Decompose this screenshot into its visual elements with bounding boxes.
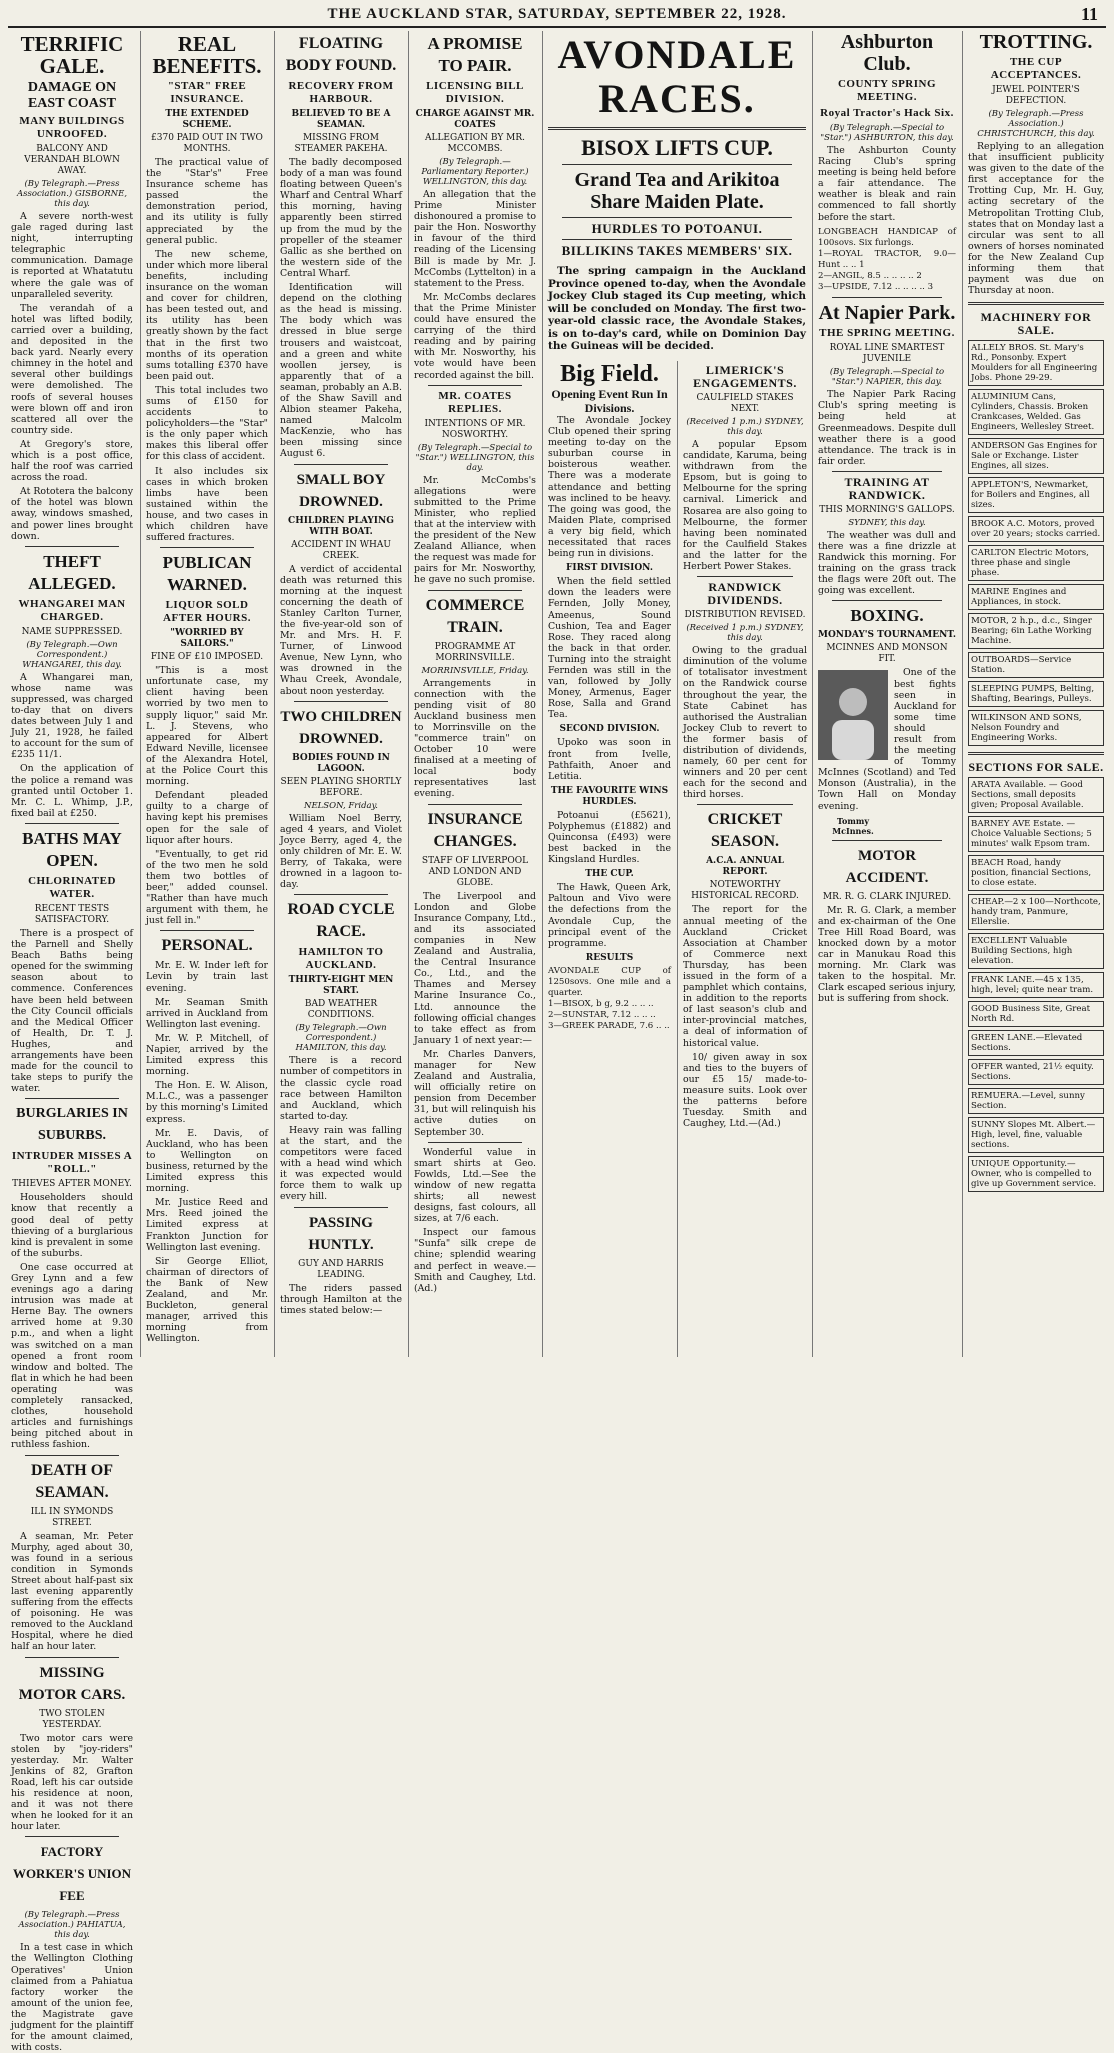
subhead-aca-report: A.C.A. ANNUAL REPORT. — [706, 856, 784, 878]
article-body — [146, 960, 268, 1344]
article-body — [818, 905, 956, 1005]
boxer-portrait-icon — [818, 670, 888, 760]
paragraph: An allegation that the Prime Minister dishonoured a promise to pair the Hon. Nosworthy in favour of the third reading of the Licensing Bill is made by Mr. J. McCombs (Lyttelton) in a statement to the Press. — [414, 189, 536, 289]
paragraph: Heavy rain was falling at the start, and the competitors were faced with a head wind which it was expected would force them to walk up every hill. — [280, 1124, 402, 1203]
result-line: 3—UPSIDE, 7.12 .. .. .. .. 3 — [818, 282, 934, 293]
byline: (By Telegraph.—Own Correspondent.) HAMILTON, this day. — [295, 1023, 387, 1054]
subhead-billikins: BILLIKINS TAKES MEMBERS' SIX. — [561, 243, 793, 258]
divider — [968, 752, 1104, 755]
classified-ad: FRANK LANE.—45 x 135, high, level; quite near tram. — [968, 972, 1104, 998]
subhead-distribution: DISTRIBUTION REVISED. — [684, 610, 806, 621]
subhead-grand-tea: Grand Tea and Arikitoa Share Maiden Plate. — [574, 169, 780, 213]
subhead-star-insurance: "STAR" FREE INSURANCE. — [167, 80, 247, 105]
section-ads-list — [968, 777, 1104, 1192]
paragraph: The Hawk, Queen Ark, Paltoun and Vivo were the defections from the Avondale Cup, the principal event of the programme. — [548, 882, 671, 949]
article-body — [548, 737, 671, 781]
paragraph: "This is a most unfortunate case, my client having been worried by two men to supply liquor," said Mr. L. J. Stevens, who appeared for Albert Edward Neville, licensee of the Alexandra Hotel, at the Police Court this morning. — [146, 665, 268, 788]
article-body — [548, 415, 671, 559]
article-body — [280, 1055, 402, 1202]
column-2 — [140, 31, 273, 1357]
column-8 — [962, 31, 1109, 1357]
classified-ad: UNIQUE Opportunity.—Owner, who is compelled to give up Government service. — [968, 1156, 1104, 1192]
lead-paragraph — [548, 265, 806, 353]
paragraph: A Whangarei man, whose name was suppressed, was charged to-day that on divers dates between July 1 and July 21, 1928, he failed to account for the sum of £235 11/1. — [11, 671, 133, 761]
subhead-fine-imposed: FINE OF £10 IMPOSED. — [150, 652, 264, 663]
result-line: 1—ROYAL TRACTOR, 9.0—Hunt .. .. 1 — [818, 248, 956, 270]
headline-trotting: TROTTING. — [979, 31, 1093, 53]
subhead-missing-pakeha: MISSING FROM STEAMER PAKEHA. — [294, 133, 388, 154]
subhead-children-playing: CHILDREN PLAYING WITH BOAT. — [288, 515, 394, 537]
divider — [294, 464, 388, 465]
column-4 — [408, 31, 541, 1357]
paragraph: Mr. Charles Danvers, manager for New Zealand and Australia, will officially retire on pension from December 31, but will relinquish his active duties on September 30. — [414, 1048, 536, 1138]
paragraph: The Liverpool and London and Globe Insurance Company, Ltd., and its associated companies in New Zealand and Australia, the Central Insurance Co., Ltd., and the Thames and Mersey Marine Insurance Co., Ltd. announce the following official changes to take effect as from January 1 of next year:— — [414, 890, 536, 1046]
subhead-bodies-lagoon: BODIES FOUND IN LAGOON. — [292, 752, 390, 774]
column-5 — [543, 361, 676, 1357]
subhead-liverpool-london: STAFF OF LIVERPOOL AND LONDON AND GLOBE. — [421, 855, 529, 888]
result-line: 3—GREEK PARADE, 7.6 .. .. — [548, 1021, 670, 1032]
subhead-charge-coates: CHARGE AGAINST MR. COATES — [415, 109, 535, 130]
subhead-county-spring: COUNTY SPRING MEETING. — [837, 78, 937, 103]
results-list — [818, 227, 956, 294]
classified-ad: ARATA Available. — Good Sections, small deposits given; Proposal Available. — [968, 777, 1104, 813]
paragraph: One of the best fights seen in Auckland for some time should result from the meeting of Tommy McInnes (Scotland) and Ted Monson (Australia), in the Town Hall on Monday evening. — [818, 667, 956, 812]
subhead-first-division: FIRST DIVISION. — [566, 563, 653, 574]
masthead — [8, 4, 1106, 28]
article-body — [548, 810, 671, 865]
divider — [25, 1836, 119, 1837]
headline-cricket-season: CRICKET SEASON. — [707, 811, 783, 851]
subhead-spring-meeting: THE SPRING MEETING. — [819, 327, 955, 340]
subhead-symonds-street: ILL IN SYMONDS STREET. — [30, 1506, 114, 1528]
article-body — [11, 1531, 133, 1653]
paragraph: There is a record number of competitors in the classic cycle road race between Hamilton and Auckland, which started to-day. — [280, 1055, 402, 1122]
result-line: LONGBEACH HANDICAP of 100sovs. Six furlongs. — [818, 226, 956, 248]
headline-two-children-drowned: TWO CHILDREN DROWNED. — [280, 708, 402, 747]
headline-small-boy-drowned: SMALL BOY DROWNED. — [296, 471, 386, 510]
article-body — [548, 882, 671, 949]
machinery-ads-list — [968, 340, 1104, 746]
headline-ashburton-club: Ashburton Club. — [840, 31, 934, 75]
byline: (By Telegraph.—Own Correspondent.) WHANGAREI, this day. — [22, 639, 122, 670]
subhead-favourite-hurdles: THE FAVOURITE WINS HURDLES. — [550, 785, 669, 807]
subhead-historical-record: NOTEWORTHY HISTORICAL RECORD. — [691, 880, 799, 902]
article-body — [414, 891, 536, 1138]
subhead-chlorinated-water: CHLORINATED WATER. — [28, 874, 116, 900]
divider — [832, 600, 942, 601]
subhead-licensing-bill: LICENSING BILL DIVISION. — [426, 80, 524, 105]
paragraph: Arrangements in connection with the pending visit of 80 Auckland business men to Morrinsville on the "commerce train" on October 10 were finalised at a meeting of local body representatives last evening. — [414, 677, 536, 800]
subhead-damage-east-coast: DAMAGE ON EAST COAST — [27, 80, 117, 111]
article-body — [414, 475, 536, 586]
paragraph: On the application of the police a remand was granted until October 1. Mr. C. L. Whimp, J.P., fixed bail at £250. — [11, 763, 133, 819]
divider — [294, 894, 388, 895]
paragraph: Owing to the gradual diminution of the volume of totalisator investment on the Randwick course throughout the year, the State Cabinet has authorised the Australian Jockey Club to revert to the former basis of distribution of dividends, namely, 60 per cent for winners and 20 per cent each for the second and third horses. — [683, 645, 807, 801]
masthead-title: THE AUCKLAND STAR, SATURDAY, SEPTEMBER 22, 1928. — [327, 6, 787, 22]
headline-big-field: Big Field. — [560, 361, 659, 387]
byline: MORRINSVILLE, Friday. — [421, 665, 529, 676]
subhead-liquor-sold: LIQUOR SOLD AFTER HOURS. — [163, 599, 251, 625]
classified-ad: MOTOR, 2 h.p., d.c., Singer Bearing; 6in Lathe Working Machine. — [968, 613, 1104, 649]
headline-napier-park: At Napier Park. — [818, 302, 956, 325]
article-body — [280, 157, 402, 460]
racing-section — [542, 31, 811, 1357]
headline-randwick-dividends: RANDWICK DIVIDENDS. — [707, 580, 783, 608]
paragraph: Inspect our famous "Sunfa" silk crepe de chine; splendid wearing and perfect in weave.—Smith and Caughey, Ltd. (Ad.) — [414, 1227, 536, 1294]
divider — [428, 590, 522, 591]
headline-avondale-races: AVONDALE RACES. — [557, 32, 797, 121]
headline-promise-to-pair: A PROMISE TO PAIR. — [427, 34, 523, 75]
subhead-worried-by-sailors: "WORRIED BY SAILORS." — [170, 628, 244, 650]
divider — [428, 804, 522, 805]
subhead-mcinnes-monson: MCINNES AND MONSON FIT. — [826, 643, 948, 665]
divider — [548, 127, 806, 130]
byline: (By Telegraph.—Special to "Star.") ASHBURTON, this day. — [820, 123, 954, 143]
divider — [562, 239, 792, 240]
classified-ad: BROOK A.C. Motors, proved over 20 years; stocks carried. — [968, 516, 1104, 542]
result-line: 2—ANGIL, 8.5 .. .. .. .. 2 — [818, 271, 922, 282]
paragraph: Householders should know that recently a good deal of petty thieving of a burglarious kind is prevalent in some of the suburbs. — [11, 1192, 133, 1259]
article-body — [11, 1942, 133, 2053]
headline-commerce-train: COMMERCE TRAIN. — [425, 596, 525, 636]
classified-ad: CARLTON Electric Motors, three phase and single phase. — [968, 545, 1104, 581]
article-body — [280, 564, 402, 697]
page-number: 11 — [1080, 4, 1098, 24]
classified-ad: SLEEPING PUMPS, Belting, Shafting, Bearings, Pulleys. — [968, 681, 1104, 707]
paragraph: The weather was dull and there was a fine drizzle at Randwick this morning. For training on the grass track the flags were 20ft out. The going was excellent. — [818, 529, 956, 597]
article-body — [548, 576, 671, 720]
article-body — [11, 211, 133, 542]
headline-motor-accident: MOTOR ACCIDENT. — [845, 847, 929, 886]
headline-personal: PERSONAL. — [161, 937, 253, 955]
classified-ad: REMUERA.—Level, sunny Section. — [968, 1088, 1104, 1114]
subhead-cup-acceptances: THE CUP ACCEPTANCES. — [990, 56, 1082, 81]
divider — [428, 385, 522, 386]
subhead-whau-creek: ACCIDENT IN WHAU CREEK. — [291, 539, 391, 561]
article-body — [414, 189, 536, 381]
article-body — [11, 1192, 133, 1450]
byline: (By Telegraph.—Press Association.) PAHIATUA, this day. — [18, 1910, 126, 1941]
subhead-extended-scheme: THE EXTENDED SCHEME. — [165, 109, 249, 130]
subhead-bisox-lifts-cup: BISOX LIFTS CUP. — [581, 135, 773, 160]
article-body — [683, 904, 807, 1129]
subhead-allegation: ALLEGATION BY MR. MCCOMBS. — [424, 133, 525, 154]
divider — [294, 701, 388, 702]
subhead-clark-injured: MR. R. G. CLARK INJURED. — [822, 891, 952, 902]
divider — [25, 1098, 119, 1099]
subhead-caulfield: CAULFIELD STAKES NEXT. — [696, 393, 794, 414]
divider — [25, 1657, 119, 1658]
classified-ad: GREEN LANE.—Elevated Sections. — [968, 1030, 1104, 1056]
headline-limerick: LIMERICK'S ENGAGEMENTS. — [693, 363, 797, 390]
paragraph: A popular Epsom candidate, Karuma, being withdrawn from the Epsom, but is going to Melbourne for the spring carnival. Limerick and Rosarea are also going to Melbourne, the former having been nominated for the Caulfield Stakes and the latter for the Herbert Power Stakes. — [683, 439, 807, 573]
headline-passing-huntly: PASSING HUNTLY. — [308, 1214, 374, 1253]
classified-ad: OUTBOARDS—Service Station. — [968, 652, 1104, 678]
classified-ad: GOOD Business Site, Great North Rd. — [968, 1001, 1104, 1027]
subhead-hurdles-potoanui: HURDLES TO POTOANUI. — [591, 221, 763, 236]
heading-machinery-for-sale: MACHINERY FOR SALE. — [980, 310, 1092, 338]
article-body — [11, 1733, 133, 1833]
headline-road-cycle-race: ROAD CYCLE RACE. — [287, 901, 395, 941]
photo-caption: Tommy McInnes. — [832, 815, 874, 836]
heading-sections-for-sale: SECTIONS FOR SALE. — [968, 760, 1104, 775]
paragraph: This total includes two sums of £150 for accidents to policyholders—the "Star" is the only paper which makes this liberal offer for this class of accident. — [146, 384, 268, 463]
subhead-results: RESULTS — [585, 952, 634, 963]
divider — [697, 804, 793, 805]
classified-ad: WILKINSON AND SONS, Nelson Foundry and Engineering Works. — [968, 710, 1104, 746]
headline-floating-body: FLOATING BODY FOUND. — [285, 35, 397, 74]
divider — [160, 930, 254, 931]
paragraph: Mr. E. Davis, of Auckland, who has been to Wellington on business, returned by the Limited express this morning. — [146, 1127, 268, 1195]
paragraph: The Avondale Jockey Club opened their spring meeting to-day on the suburban course in boisterous weather. There was a moderate attendance and betting was inclined to be heavy. The going was good, the Maiden Plate, comprised a very big field, which necessitated that races being run in divisions. — [548, 415, 671, 560]
paragraph: Defendant pleaded guilty to a charge of having kept his premises open for the sale of liquor after hours. — [146, 790, 268, 846]
paragraph: The practical value of the "Star's" Free Insurance scheme has passed the demonstration period, and its utility is fully appreciated by the general public. — [146, 157, 268, 246]
paragraph: The Napier Park Racing Club's spring meeting is being held at Greenmeadows. Despite dull weather there is a good attendance. The track is in fair order. — [818, 389, 956, 467]
headline-death-of-seaman: DEATH OF SEAMAN. — [31, 1461, 113, 1501]
subhead-jewel-pointer: JEWEL POINTER'S DEFECTION. — [992, 85, 1080, 106]
headline-real-benefits: REAL BENEFITS. — [152, 32, 262, 78]
classified-ad: BARNEY AVE Estate. — Choice Valuable Sections; 5 minutes' walk Epsom tram. — [968, 816, 1104, 852]
classified-ad: CHEAP.—2 x 100—Northcote, handy tram, Panmure, Ellerslie. — [968, 894, 1104, 930]
subhead-whangarei: WHANGAREI MAN CHARGED. — [18, 597, 126, 623]
divider — [294, 1207, 388, 1208]
headline-baths-may-open: BATHS MAY OPEN. — [22, 828, 122, 870]
subhead-believed-seaman: BELIEVED TO BE A SEAMAN. — [291, 109, 391, 130]
article-body — [11, 928, 133, 1094]
subhead-second-division: SECOND DIVISION. — [559, 724, 660, 735]
byline: NELSON, Friday. — [304, 800, 378, 811]
subhead-intruder: INTRUDER MISSES A "ROLL." — [11, 1150, 133, 1176]
subhead-recent-tests: RECENT TESTS SATISFACTORY. — [34, 903, 110, 925]
paragraph: In a test case in which the Wellington Clothing Operatives' Union claimed from a Pahiatua factory worker the amount of the union fee, the Magistrate gave judgment for the plaintiff for the amount claimed, with costs. — [11, 1942, 133, 2053]
paragraph: Replying to an allegation that insufficient publicity was given to the date of the first acceptance for the Trotting Cup, Mr. H. Guy, acting secretary of the Metropolitan Trotting Club, states that on Monday last a circular was sent to all owners of horses nominated for the New Zealand Cup informing them that payment was due on Thursday at noon. — [968, 141, 1104, 297]
headline-burglaries: BURGLARIES IN SUBURBS. — [16, 1106, 128, 1144]
article-body — [683, 439, 807, 572]
classified-ad: BEACH Road, handy position, financial Sections, to close estate. — [968, 855, 1104, 891]
byline: (By Telegraph.—Special to "Star.") WELLINGTON, this day. — [415, 442, 535, 473]
byline: (By Telegraph.—Press Association.) GISBORNE, this day. — [16, 179, 128, 209]
paragraph: Mr. W. P. Mitchell, of Napier, arrived by the Limited express this morning. — [146, 1032, 268, 1078]
article-body — [146, 157, 268, 543]
article-body — [968, 141, 1104, 296]
divider — [25, 1455, 119, 1456]
byline: (By Telegraph.—Special to "Star.") NAPIER, this day. — [829, 367, 945, 388]
divider — [968, 302, 1104, 305]
divider — [562, 164, 792, 165]
paragraph: The report for the annual meeting of the Auckland Cricket Association at Chamber of Commerce next Thursday, has been issued in the form of a pamphlet which contains, in addition to the reports of last season's club and inter-provincial matches, a deal of information of historical value. — [683, 904, 807, 1049]
classified-ad: MARINE Engines and Appliances, in stock. — [968, 584, 1104, 610]
result-line: 1—BISOX, b g, 9.2 .. .. .. — [548, 999, 654, 1010]
paragraph: A severe north-west gale raged during last night, interrupting telegraphic communication. Damage is reported at Whatatutu where the gale was of unparalleled severity. — [11, 211, 133, 300]
paragraph: 10/ given away in sox and ties to the buyers of our £5 15/ made-to-measure suits. Look over the patterns before Tuesday. Smith and Caughey, Ltd.—(Ad.) — [683, 1051, 807, 1130]
result-line: 2—SUNSTAR, 7.12 .. .. .. — [548, 1010, 656, 1021]
classified-ad: OFFER wanted, 21½ equity. Sections. — [968, 1059, 1104, 1085]
column-6 — [677, 361, 812, 1357]
byline: (Received 1 p.m.) SYDNEY, this day. — [686, 417, 804, 437]
article-body — [146, 665, 268, 926]
headline-insurance-changes: INSURANCE CHANGES. — [427, 810, 523, 850]
article-body — [280, 1283, 402, 1316]
paragraph: William Noel Berry, aged 4 years, and Violet Joyce Berry, aged 4, the only children of Mr. E. W. Berry, of Takaka, were drowned in a lagoon to-day. — [280, 812, 402, 891]
byline: SYDNEY, this day. — [848, 517, 926, 528]
subhead-royal-tractor: Royal Tractor's Hack Six. — [820, 107, 954, 119]
paragraph: The new scheme, under which more liberal benefits, including insurance on the woman and cover for children, has been tested out, and its utility has been greatly shown by the fact that in the first two months of its operation sums totalling £370 have been paid out. — [146, 248, 268, 382]
subhead-guy-harris: GUY AND HARRIS LEADING. — [298, 1258, 384, 1280]
paragraph: Wonderful value in smart shirts at Geo. Fowlds, Ltd.—See the window of new regatta shirts; all newest designs, fast colours, all sizes, at 7/6 each. — [414, 1146, 536, 1225]
subhead-morrinsville: PROGRAMME AT MORRINSVILLE. — [434, 641, 516, 663]
paragraph: A verdict of accidental death was returned this morning at the inquest concerning the death of Stanley Carlton Turner, the five-year-old son of Mr. and Mrs. H. F. Turner, of Linwood Avenue, New Lynn, who was drowned in the Whau Creek, Avondale, about noon yesterday. — [280, 563, 402, 697]
subhead-name-suppressed: NAME SUPPRESSED. — [21, 626, 123, 637]
divider — [160, 547, 254, 548]
classified-ad: SUNNY Slopes Mt. Albert.—High, level, fine, valuable sections. — [968, 1117, 1104, 1153]
paragraph: The badly decomposed body of a man was found floating between Queen's Wharf and Central Wharf this morning, having apparently been stirred up from the mud by the propeller of the steamer Gallic as she berthed on the western side of the Central Wharf. — [280, 157, 402, 279]
divider — [428, 1142, 522, 1143]
subhead-thirty-eight: THIRTY-EIGHT MEN START. — [288, 975, 394, 997]
divider — [697, 576, 793, 577]
article-body — [818, 389, 956, 467]
classified-ad: ALLELY BROS. St. Mary's Rd., Ponsonby. Expert Moulders for all Engineering Jobs. Phone 29-29. — [968, 340, 1104, 386]
article-body — [414, 678, 536, 800]
subhead-balcony-verandah: BALCONY AND VERANDAH BLOWN AWAY. — [24, 144, 120, 176]
paragraph: "Eventually, to get rid of the two men he sold them two bottles of beer," added counsel. "Rather than have much argument with them, he just fell in." — [146, 848, 268, 927]
subhead-recovery-harbour: RECOVERY FROM HARBOUR. — [288, 80, 394, 105]
column-1 — [6, 31, 138, 2053]
headline-factory-worker: FACTORY WORKER'S UNION FEE — [12, 1844, 132, 1904]
paragraph: Mr. McCombs's allegations were submitted to the Prime Minister, who replied that at the interview with the president of the New Zealand Alliance, when the request was made for pairs for Mr. Nosworthy, he gave no such promise. — [414, 474, 536, 586]
classified-ad: ANDERSON Gas Engines for Sale or Exchange. Lister Engines, all sizes. — [968, 438, 1104, 474]
advertisement-notes — [414, 1147, 536, 1294]
column-7 — [812, 31, 961, 1357]
paragraph: When the field settled down the leaders were Fernden, Jolly Money, Ameenus, Sound Cushion, Tea and Eager Rose. They raced along the back in that order. Turning into the straight Fernden was still in the van, followed by Jolly Money, Armenus, Eager Rose, Salla and Grand Tea. — [548, 576, 671, 721]
boxer-photo — [818, 670, 888, 760]
classified-ad: ALUMINIUM Cans, Cylinders, Chassis. Broken Crankcases, Welded. Gas Engineers, Wellesley Street. — [968, 389, 1104, 435]
paragraph: Mr. Seaman Smith arrived in Auckland from Wellington last evening. — [146, 996, 268, 1030]
paragraph: The Hon. E. W. Alison, M.L.C., was a passenger by this morning's Limited express. — [146, 1080, 268, 1125]
column-3 — [274, 31, 407, 1357]
paragraph: There is a prospect of the Parnell and Shelly Beach Baths being opened for the swimming season about to commence. Conferences have been held between the City Council officials and the Medical Officer of Health, Dr. T. J. Hughes, and arrangements have been made for the council to take steps to purify the water. — [11, 927, 133, 1095]
article-body — [280, 813, 402, 891]
byline: (By Telegraph.—Parliamentary Reporter.) WELLINGTON, this day. — [421, 157, 529, 187]
subhead-monday-tournament: MONDAY'S TOURNAMENT. — [818, 630, 956, 641]
paragraph: Mr. E. W. Inder left for Levin by train last evening. — [146, 960, 268, 994]
article-body — [11, 672, 133, 819]
paragraph: Upoko was soon in front from Ivelle, Pathfaith, Anoer and Letitia. — [548, 737, 671, 782]
subhead-royal-line: ROYAL LINE SMARTEST JUVENILE — [829, 343, 945, 365]
classified-ad: EXCELLENT Valuable Building Sections, high elevation. — [968, 933, 1104, 969]
paragraph: It also includes six cases in which broken limbs have been sustained within the house, and two cases in which children have suffered fractures. — [146, 465, 268, 544]
divider — [832, 840, 942, 841]
headline-theft-alleged: THEFT ALLEGED. — [28, 551, 116, 593]
paragraph: A seaman, Mr. Peter Murphy, aged about 30, was found in a serious condition in Symonds Street about half-past six last evening apparently suffering from the effects of poisoning. He was removed to the Auckland Hospital, where he died half an hour later. — [11, 1530, 133, 1653]
subhead-hamilton-auckland: HAMILTON TO AUCKLAND. — [298, 946, 384, 972]
subhead-paid-out: £370 PAID OUT IN TWO MONTHS. — [151, 133, 263, 154]
headline-missing-motor-cars: MISSING MOTOR CARS. — [18, 1664, 126, 1703]
article-body — [818, 530, 956, 597]
subhead-intentions: INTENTIONS OF MR. NOSWORTHY. — [424, 418, 526, 440]
paragraph: Identification will depend on the clothing as the head is missing. The body which was dressed in blue serge trousers and waistcoat, and a green and white woollen jersey, is apparently that of a seaman, probably an A.B. of the Shaw Savill and Albion steamer Pakeha, named Malcolm MacKenzie, who has been missing since August 6. — [280, 282, 402, 460]
divider — [562, 217, 792, 218]
paragraph: Two motor cars were stolen by "joy-riders" yesterday. Mr. Walter Jenkins of 82, Grafton Road, left his car outside his residence at noon, and it was not there when he looked for it an hour later. — [11, 1732, 133, 1833]
article-body — [683, 645, 807, 800]
byline: (Received 1 p.m.) SYDNEY, this day. — [686, 623, 804, 644]
paragraph: Mr. Justice Reed and Mrs. Reed joined the Limited express at Frankton Junction for Wellington last evening. — [146, 1197, 268, 1253]
subhead-thieves: THIEVES AFTER MONEY. — [12, 1179, 132, 1190]
divider — [25, 546, 119, 547]
subhead-the-cup: THE CUP. — [585, 869, 634, 880]
paragraph: The verandah of a hotel was lifted bodily, carried over a building, and deposited in the back yard. Nearly every chimney in the hotel and several other buildings were demolished. The roofs of several houses were blown off and iron scattered all over the country side. — [11, 302, 133, 436]
paragraph: Sir George Elliot, chairman of directors of the Bank of New Zealand, and Mr. Buckleton, general manager, arrived this morning from Wellington. — [146, 1255, 268, 1345]
divider — [832, 471, 942, 472]
divider — [25, 823, 119, 824]
paragraph: Mr. McCombs declares that the Prime Minister could have ensured the carrying of the third reading and by pairing with Mr. Nosworthy, his vote would have been recorded against the bill. — [414, 291, 536, 381]
subhead-coates-replies: MR. COATES REPLIES. — [438, 389, 512, 415]
results-list — [548, 966, 671, 1033]
headline-boxing: BOXING. — [850, 606, 924, 626]
paragraph: Mr. R. G. Clark, a member and ex-chairman of the One Tree Hill Road Board, was knocked down by a motor car in Manukau Road this morning. Mr. Clark was taken to the hospital. Mr. Clark escaped serious injury, but is suffering from shock. — [818, 904, 956, 1005]
paragraph: At Gregory's store, which is a post office, half the roof was carried across the road. — [11, 438, 133, 484]
subhead-bad-weather: BAD WEATHER CONDITIONS. — [304, 999, 378, 1021]
subhead-divisions: Opening Event Run In Divisions. — [551, 387, 668, 415]
article-body — [818, 145, 956, 223]
classified-ad: APPLETON'S, Newmarket, for Boilers and Engines, all sizes. — [968, 477, 1104, 513]
headline-publican-warned: PUBLICAN WARNED. — [162, 553, 252, 595]
paragraph: One case occurred at Grey Lynn and a few evenings ago a daring intrusion was made at Herne Bay. The owners arrived home at 9.30 p.m., and when a light was switched on a man opened a front room window and bolted. The flat in which he had been operating was completely ransacked, clothes, household articles and furnishings being pitched about in ruthless fashion. — [11, 1261, 133, 1451]
subhead-seen-playing: SEEN PLAYING SHORTLY BEFORE. — [280, 776, 402, 798]
paragraph: The Ashburton County Racing Club's spring meeting is being held before a fair attendance. The weather is bleak and rain commenced to fall shortly before the start. — [818, 145, 956, 223]
subhead-buildings-unroofed: MANY BUILDINGS UNROOFED. — [19, 115, 125, 140]
headline-training-randwick: TRAINING AT RANDWICK. — [844, 474, 930, 502]
headline-terrific-gale: TERRIFIC GALE. — [20, 32, 124, 78]
divider — [832, 297, 942, 298]
subhead-two-stolen: TWO STOLEN YESTERDAY. — [39, 1708, 105, 1730]
paragraph: Potoanui (£5621), Polyphemus (£1882) and Quinconsa (£493) were best backed in the Kingsland Hurdles. — [548, 809, 671, 866]
subhead-gallops: THIS MORNING'S GALLOPS. — [819, 504, 955, 515]
paragraph: The riders passed through Hamilton at the times stated below:— — [280, 1282, 402, 1316]
paragraph: The spring campaign in the Auckland Province opened to-day, when the Avondale Jockey Club staged its Cup meeting, which will be concluded on Monday. The first two-year-old classic race, the Avondale Stakes, is on to-day's card, while on Dominion Day the Guineas will be decided. — [548, 265, 806, 352]
columns — [6, 31, 1108, 2053]
byline: (By Telegraph.—Press Association.) CHRISTCHURCH, this day. — [977, 109, 1095, 139]
paragraph: At Rototera the balcony of the hotel was blown away, windows smashed, and power lines brought down. — [11, 486, 133, 542]
result-line: AVONDALE CUP of 1250sovs. One mile and a quarter. — [548, 965, 671, 999]
